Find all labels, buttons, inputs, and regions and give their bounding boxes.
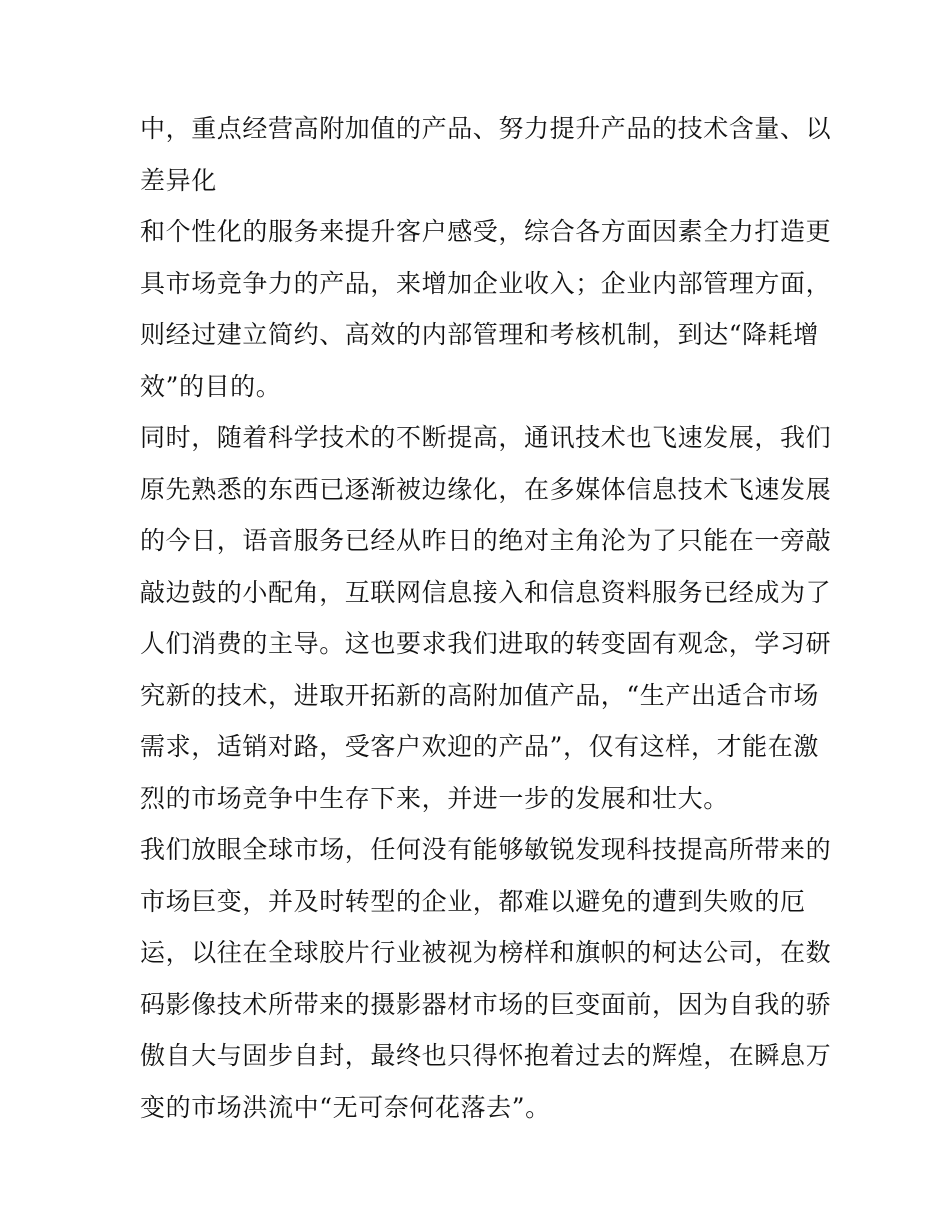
text-line: 运，以往在全球胶片行业被视为榜样和旗帜的柯达公司，在数: [140, 938, 832, 967]
text-line: 中，重点经营高附加值的产品、努力提升产品的技术含量、以: [140, 114, 832, 143]
text-line: 和个性化的服务来提升客户感受，综合各方面因素全力打造更: [140, 217, 832, 246]
text-line: 差异化: [140, 165, 217, 195]
text-line: 敲边鼓的小配角，互联网信息接入和信息资料服务已经成为了: [140, 577, 832, 607]
text-line: 则经过建立简约、高效的内部管理和考核机制，到达“降耗增: [140, 320, 819, 349]
text-line: 的今日，语音服务已经从昨日的绝对主角沦为了只能在一旁敲: [140, 526, 832, 555]
text-line: 傲自大与固步自封，最终也只得怀抱着过去的辉煌，在瞬息万: [140, 1041, 832, 1070]
document-body: [140, 103, 832, 1133]
text-line: 原先熟悉的东西已逐渐被边缘化，在多媒体信息技术飞速发展: [140, 474, 832, 504]
text-line: 市场巨变，并及时转型的企业，都难以避免的遭到失败的厄: [140, 886, 806, 916]
text-line: 码影像技术所带来的摄影器材市场的巨变面前，因为自我的骄: [140, 989, 832, 1019]
text-line: 究新的技术，进取开拓新的高附加值产品，“生产出适合市场: [140, 680, 819, 710]
text-line: 我们放眼全球市场，任何没有能够敏锐发现科技提高所带来的: [140, 835, 832, 864]
text-line: 效”的目的。: [140, 371, 282, 401]
text-line: 变的市场洪流中“无可奈何花落去”。: [140, 1092, 551, 1122]
text-line: 烈的市场竞争中生存下来，并进一步的发展和壮大。: [140, 783, 729, 813]
text-line: 人们消费的主导。这也要求我们进取的转变固有观念，学习研: [140, 629, 832, 658]
text-line: 同时，随着科学技术的不断提高，通讯技术也飞速发展，我们: [140, 423, 832, 452]
text-line: 需求，适销对路，受客户欢迎的产品”，仅有这样，才能在激: [140, 732, 819, 761]
text-line: 具市场竞争力的产品，来增加企业收入；企业内部管理方面，: [140, 268, 832, 298]
